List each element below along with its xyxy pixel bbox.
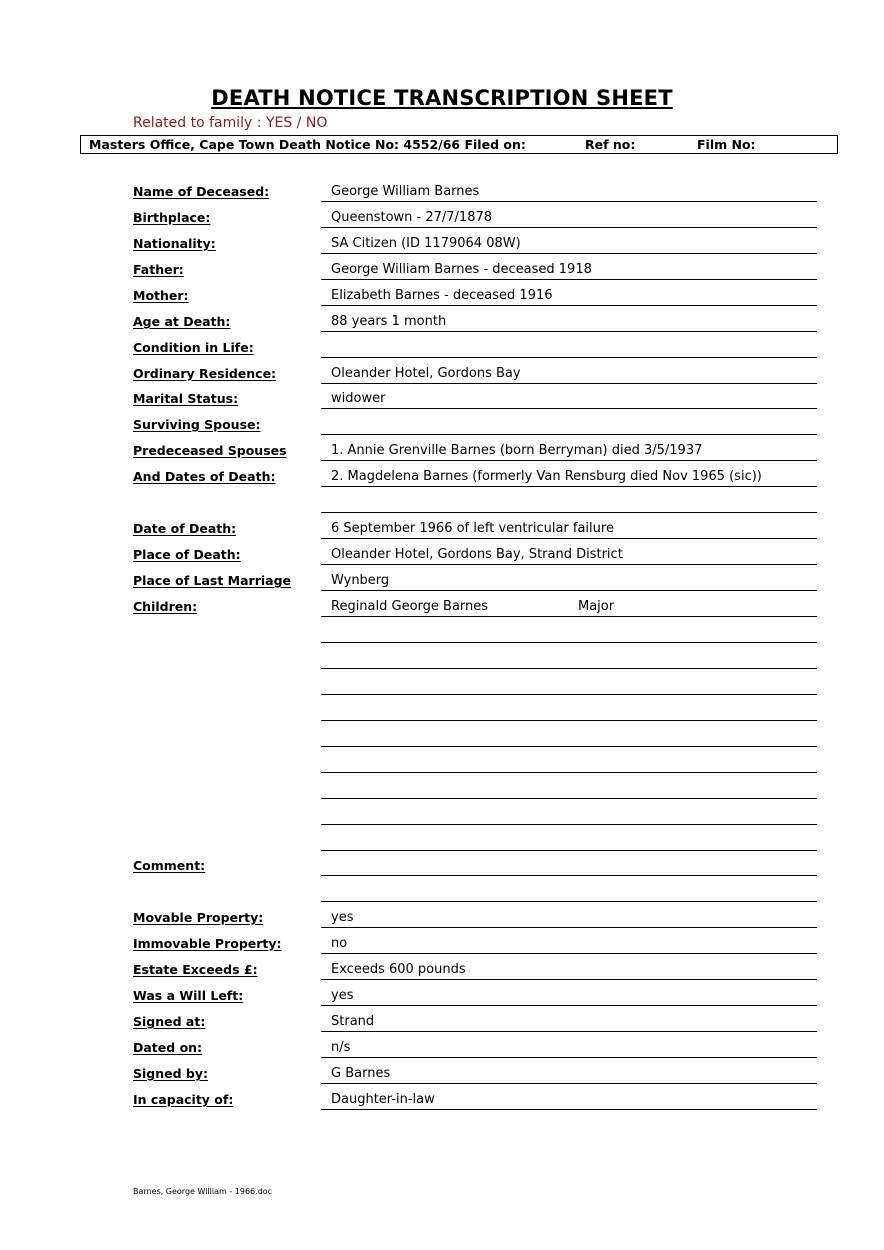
- field-row-condition: [0, 335, 884, 361]
- field-line: [321, 875, 817, 876]
- field-row-signed-at: [0, 1009, 884, 1035]
- field-value: yes: [331, 988, 354, 1003]
- field-line: [321, 460, 817, 461]
- document-footer: Barnes, George William - 1966.doc: [133, 1187, 273, 1196]
- field-row-predeceased: [0, 438, 884, 464]
- field-line: [321, 720, 817, 721]
- field-value: G Barnes: [331, 1066, 391, 1081]
- page-title: DEATH NOTICE TRANSCRIPTION SHEET: [211, 86, 673, 110]
- blank-line: [0, 672, 884, 698]
- field-line: [321, 850, 817, 851]
- field-line: [321, 901, 817, 902]
- field-row-mother: [0, 283, 884, 309]
- field-line: [321, 798, 817, 799]
- film-no-label: Film No:: [697, 137, 756, 152]
- field-label: Movable Property:: [133, 910, 264, 925]
- field-line: [321, 331, 817, 332]
- field-line: [321, 408, 817, 409]
- field-line: [321, 824, 817, 825]
- field-label: Comment:: [133, 858, 206, 873]
- field-row-birthplace: [0, 205, 884, 231]
- field-line: [321, 1083, 817, 1084]
- field-line: [321, 694, 817, 695]
- field-label: Ordinary Residence:: [133, 366, 277, 381]
- field-line: [321, 979, 817, 980]
- field-row-father: [0, 257, 884, 283]
- field-line: [321, 538, 817, 539]
- field-line: [321, 486, 817, 487]
- field-label: Signed at:: [133, 1014, 206, 1029]
- field-row-capacity: [0, 1087, 884, 1113]
- field-line: [321, 927, 817, 928]
- field-label: Children:: [133, 599, 198, 614]
- field-line: [321, 1109, 817, 1110]
- field-line: [321, 383, 817, 384]
- field-value: Queenstown - 27/7/1878: [331, 210, 493, 225]
- field-value: n/s: [331, 1040, 351, 1055]
- field-line: [321, 434, 817, 435]
- child-status: Major: [578, 599, 615, 614]
- field-value: Daughter-in-law: [331, 1092, 435, 1107]
- field-value: no: [331, 936, 348, 951]
- reference-info-bar: [80, 135, 838, 154]
- field-row-estate: [0, 957, 884, 983]
- blank-line: [0, 776, 884, 802]
- field-value: Reginald George Barnes: [331, 599, 489, 614]
- ref-no-label: Ref no:: [585, 137, 636, 152]
- blank-line: [0, 724, 884, 750]
- field-row-nationality: [0, 231, 884, 257]
- blank-line: [0, 802, 884, 828]
- field-line: [321, 1031, 817, 1032]
- field-label: Mother:: [133, 288, 189, 303]
- field-value: yes: [331, 910, 354, 925]
- field-value: 2. Magdelena Barnes (formerly Van Rensburg died Nov 1965 (sic)): [331, 469, 762, 484]
- office-notice-text: Masters Office, Cape Town Death Notice No: 4552/66 Filed on:: [89, 137, 526, 152]
- field-line: [321, 201, 817, 202]
- field-row-signed-by: [0, 1061, 884, 1087]
- field-line: [321, 512, 817, 513]
- field-label: Condition in Life:: [133, 340, 254, 355]
- field-line: [321, 564, 817, 565]
- field-label: Estate Exceeds £:: [133, 962, 258, 977]
- blank-line: [0, 698, 884, 724]
- field-row-will: [0, 983, 884, 1009]
- field-label: Nationality:: [133, 236, 216, 251]
- field-value: SA Citizen (ID 1179064 08W): [331, 236, 521, 251]
- field-value: George William Barnes - deceased 1918: [331, 262, 592, 277]
- field-line: [321, 668, 817, 669]
- field-label: Signed by:: [133, 1066, 209, 1081]
- field-row-marital: [0, 386, 884, 412]
- field-line: [321, 279, 817, 280]
- field-value: 88 years 1 month: [331, 314, 447, 329]
- field-row-immovable: [0, 931, 884, 957]
- field-line: [321, 1005, 817, 1006]
- field-line: [321, 357, 817, 358]
- blank-line: [0, 879, 884, 905]
- field-label: Marital Status:: [133, 391, 239, 406]
- field-label: Place of Last Marriage: [133, 573, 292, 588]
- field-value: 1. Annie Grenville Barnes (born Berryman) died 3/5/1937: [331, 443, 703, 458]
- field-value: Wynberg: [331, 573, 390, 588]
- field-row-age: [0, 309, 884, 335]
- field-value: widower: [331, 391, 386, 406]
- field-line: [321, 746, 817, 747]
- field-value: George William Barnes: [331, 184, 480, 199]
- field-line: [321, 227, 817, 228]
- field-line: [321, 616, 817, 617]
- field-row-movable: [0, 905, 884, 931]
- field-label: Name of Deceased:: [133, 184, 270, 199]
- field-row-spouse: [0, 412, 884, 438]
- field-label: Immovable Property:: [133, 936, 282, 951]
- field-label: Predeceased Spouses: [133, 443, 287, 458]
- field-label: Dated on:: [133, 1040, 203, 1055]
- field-row-name: [0, 179, 884, 205]
- field-line: [321, 642, 817, 643]
- field-line: [321, 253, 817, 254]
- field-label: Date of Death:: [133, 521, 237, 536]
- field-row-dates: [0, 464, 884, 490]
- field-row-date-death: [0, 516, 884, 542]
- field-label: Place of Death:: [133, 547, 241, 562]
- blank-line: [0, 646, 884, 672]
- field-line: [321, 305, 817, 306]
- field-value: Elizabeth Barnes - deceased 1916: [331, 288, 553, 303]
- field-label: Was a Will Left:: [133, 988, 244, 1003]
- field-line: [321, 953, 817, 954]
- field-value: 6 September 1966 of left ventricular failure: [331, 521, 614, 536]
- field-row-children: [0, 594, 884, 620]
- field-row-place-marriage: [0, 568, 884, 594]
- field-line: [321, 1057, 817, 1058]
- field-value: Oleander Hotel, Gordons Bay, Strand District: [331, 547, 623, 562]
- blank-line: [0, 828, 884, 854]
- field-row-dated: [0, 1035, 884, 1061]
- field-value: Strand: [331, 1014, 375, 1029]
- field-label: In capacity of:: [133, 1092, 234, 1107]
- field-label: And Dates of Death:: [133, 469, 276, 484]
- field-value: Exceeds 600 pounds: [331, 962, 466, 977]
- blank-line: [0, 750, 884, 776]
- field-row-place-death: [0, 542, 884, 568]
- blank-line: [0, 620, 884, 646]
- blank-line: [0, 490, 884, 516]
- field-row-residence: [0, 361, 884, 387]
- field-label: Birthplace:: [133, 210, 211, 225]
- field-row-comment: [0, 853, 884, 879]
- field-line: [321, 590, 817, 591]
- field-label: Age at Death:: [133, 314, 231, 329]
- field-line: [321, 772, 817, 773]
- field-label: Surviving Spouse:: [133, 417, 261, 432]
- field-label: Father:: [133, 262, 184, 277]
- related-to-family: Related to family : YES / NO: [133, 115, 328, 131]
- field-value: Oleander Hotel, Gordons Bay: [331, 366, 521, 381]
